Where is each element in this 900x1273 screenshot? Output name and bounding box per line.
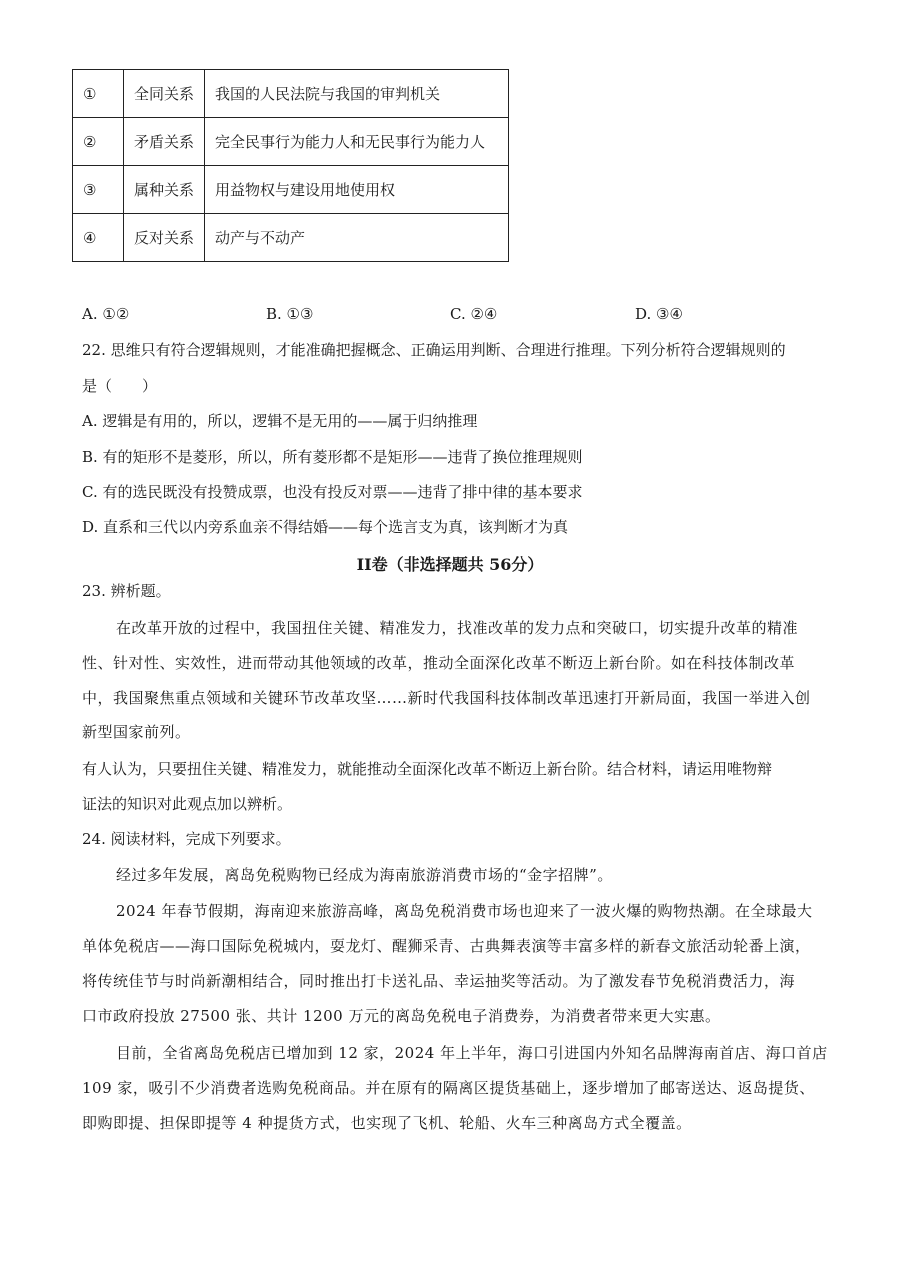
table-row [73, 166, 509, 214]
row-number: ③ [73, 166, 124, 214]
relation-example: 动产与不动产 [205, 214, 509, 262]
row-number: ① [73, 70, 124, 118]
option-c: C. ②④ [450, 305, 498, 323]
relation-type: 反对关系 [124, 214, 205, 262]
q24-paragraph-1: 经过多年发展，离岛免税购物已经成为海南旅游消费市场的“金字招牌”。 [116, 866, 613, 884]
q23-material-line: 新型国家前列。 [82, 723, 191, 741]
q22-option-b: B. 有的矩形不是菱形，所以，所有菱形都不是矩形——违背了换位推理规则 [82, 448, 583, 466]
option-b: B. ①③ [266, 305, 314, 323]
q24-title: 24. 阅读材料，完成下列要求。 [82, 830, 291, 848]
q23-material-line: 在改革开放的过程中，我国扭住关键、精准发力，找准改革的发力点和突破口，切实提升改革的精准 [116, 619, 799, 637]
row-number: ④ [73, 214, 124, 262]
q22-option-c: C. 有的选民既没有投赞成票，也没有投反对票——违背了排中律的基本要求 [82, 483, 583, 501]
q24-paragraph-2-line: 口市政府投放 27500 张、共计 1200 万元的离岛免税电子消费券，为消费者带来更大实惠。 [82, 1007, 721, 1025]
relation-type: 属种关系 [124, 166, 205, 214]
q22-option-a: A. 逻辑是有用的，所以，逻辑不是无用的——属于归纳推理 [82, 412, 478, 430]
q24-paragraph-3-line: 109 家，吸引不少消费者选购免税商品。并在原有的隔离区提货基础上，逐步增加了邮寄送达、返岛提货、 [82, 1079, 815, 1097]
relation-example: 我国的人民法院与我国的审判机关 [205, 70, 509, 118]
section-title: II卷（非选择题共 56分） [356, 555, 544, 574]
q22-option-d: D. 直系和三代以内旁系血亲不得结婚——每个选言支为真，该判断才为真 [82, 518, 569, 536]
row-number: ② [73, 118, 124, 166]
q21-options [0, 305, 900, 327]
option-a: A. ①② [82, 305, 130, 323]
table-row [73, 118, 509, 166]
q24-paragraph-2-line: 将传统佳节与时尚新潮相结合，同时推出打卡送礼品、幸运抽奖等活动。为了激发春节免税消费活力，海 [82, 972, 796, 990]
q23-material-line: 中，我国聚焦重点领域和关键环节改革攻坚……新时代我国科技体制改革迅速打开新局面，我国一举进入创 [82, 689, 811, 707]
relation-type: 矛盾关系 [124, 118, 205, 166]
q23-title: 23. 辨析题。 [82, 582, 171, 600]
relation-example: 完全民事行为能力人和无民事行为能力人 [205, 118, 509, 166]
q23-material-line: 性、针对性、实效性，进而带动其他领域的改革，推动全面深化改革不断迈上新台阶。如在科技体制改革 [82, 654, 796, 672]
q23-question-line: 有人认为，只要扭住关键、精准发力，就能推动全面深化改革不断迈上新台阶。结合材料，请运用唯物辩 [82, 760, 773, 778]
table-row [73, 214, 509, 262]
relation-example: 用益物权与建设用地使用权 [205, 166, 509, 214]
q24-paragraph-3-line: 即购即提、担保即提等 4 种提货方式，也实现了飞机、轮船、火车三种离岛方式全覆盖。 [82, 1114, 692, 1132]
q24-paragraph-2-line: 2024 年春节假期，海南迎来旅游高峰，离岛免税消费市场也迎来了一波火爆的购物热潮。在全球最大 [116, 902, 813, 920]
option-d: D. ③④ [635, 305, 683, 323]
q22-stem-line1: 22. 思维只有符合逻辑规则，才能准确把握概念、正确运用判断、合理进行推理。下列分析符合逻辑规则的 [82, 341, 786, 359]
q24-paragraph-3-line: 目前，全省离岛免税店已增加到 12 家，2024 年上半年，海口引进国内外知名品牌海南首店、海口首店 [116, 1044, 828, 1062]
concept-relation-table [72, 69, 509, 262]
q22-stem-line2: 是（ ） [82, 377, 158, 395]
table-row [73, 70, 509, 118]
q24-paragraph-2-line: 单体免税店——海口国际免税城内，耍龙灯、醒狮采青、古典舞表演等丰富多样的新春文旅活动轮番上演， [82, 937, 811, 955]
relation-type: 全同关系 [124, 70, 205, 118]
q23-question-line: 证法的知识对此观点加以辨析。 [82, 795, 293, 813]
